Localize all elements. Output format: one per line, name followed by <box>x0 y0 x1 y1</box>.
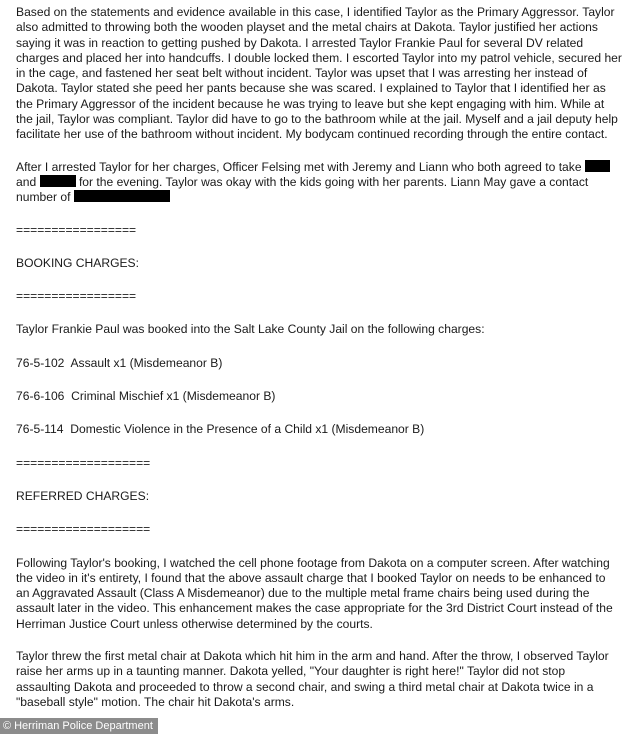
redaction-bar <box>585 160 610 172</box>
paragraph-primary-aggressor: Based on the statements and evidence available in this case, I identified Taylor as the Primary Aggressor. Taylor also admitted to throwing both the wooden playset and the metal chairs at Dakota. Taylor justified her actions saying it was in reaction to getting pushed by Dakota. I arrested Taylor Frankie Paul for several DV related charges and placed her into handcuffs. I double locked them. I escorted Taylor into my patrol vehicle, secured her in the cage, and fastened her seat belt without incident. Taylor was upset that I was arresting her instead of Dakota. Taylor stated she peed her pants because she was scared. I explained to Taylor that I identified her as the Primary Aggressor of the incident because he was trying to leave but she kept engaging with him. While at the jail, Taylor was compliant. Taylor did have to go to the bathroom while at the jail. Myself and a jail deputy help facilitate her use of the bathroom without incident. My bodycam continued recording through the entire contact. <box>16 5 622 142</box>
image-credit <box>0 718 158 734</box>
redaction-bar <box>40 175 76 187</box>
paragraph-chair-assault: Taylor threw the first metal chair at Dakota which hit him in the arm and hand. After the throw, I observed Taylor raise her arms up in a taunting manner. Dakota yelled, "Your daughter is right here!" Taylor did not stop assaulting Dakota and proceeded to throw a second chair, and swing a third metal chair at Dakota twice in a "baseball style" motion. The chair hit Dakota's arms. <box>16 649 609 709</box>
paragraph-kids-custody <box>16 160 622 206</box>
paragraph-text: for the evening. Taylor was okay with the kids going with her parents. Liann May gave a contact number of <box>16 174 589 205</box>
separator-line: =================== <box>16 455 151 470</box>
police-report-page <box>16 5 622 710</box>
separator-line: ================= <box>16 289 137 304</box>
separator-line: ================= <box>16 222 137 237</box>
separator-line: =================== <box>16 522 151 537</box>
booked-intro: Taylor Frankie Paul was booked into the Salt Lake County Jail on the following charges: <box>16 322 485 337</box>
paragraph-text: and <box>16 174 37 189</box>
copyright-icon: © <box>3 720 12 732</box>
charge-criminal-mischief: 76-6-106 Criminal Mischief x1 (Misdemeanor B) <box>16 389 276 404</box>
section-heading-booking: BOOKING CHARGES: <box>16 255 139 270</box>
charge-assault: 76-5-102 Assault x1 (Misdemeanor B) <box>16 355 223 370</box>
paragraph-text: After I arrested Taylor for her charges, Officer Felsing met with Jeremy and Liann who both agreed to take <box>16 159 582 174</box>
charge-domestic-violence: 76-5-114 Domestic Violence in the Presence of a Child x1 (Misdemeanor B) <box>16 422 425 437</box>
section-heading-referred: REFERRED CHARGES: <box>16 488 150 503</box>
credit-text: Herriman Police Department <box>14 720 153 732</box>
redaction-bar <box>74 190 170 202</box>
paragraph-enhancement: Following Taylor's booking, I watched the cell phone footage from Dakota on a computer screen. After watching the video in it's entirety, I found that the above assault charge that I booked Taylor on needs to be enhanced to an Aggravated Assault (Class A Misdemeanor) due to the multiple metal frame chairs being used during the assault later in the video. This enhancement makes the case appropriate for the 3rd District Court instead of the Herriman Justice Court unless otherwise determined by the courts. <box>16 555 613 631</box>
